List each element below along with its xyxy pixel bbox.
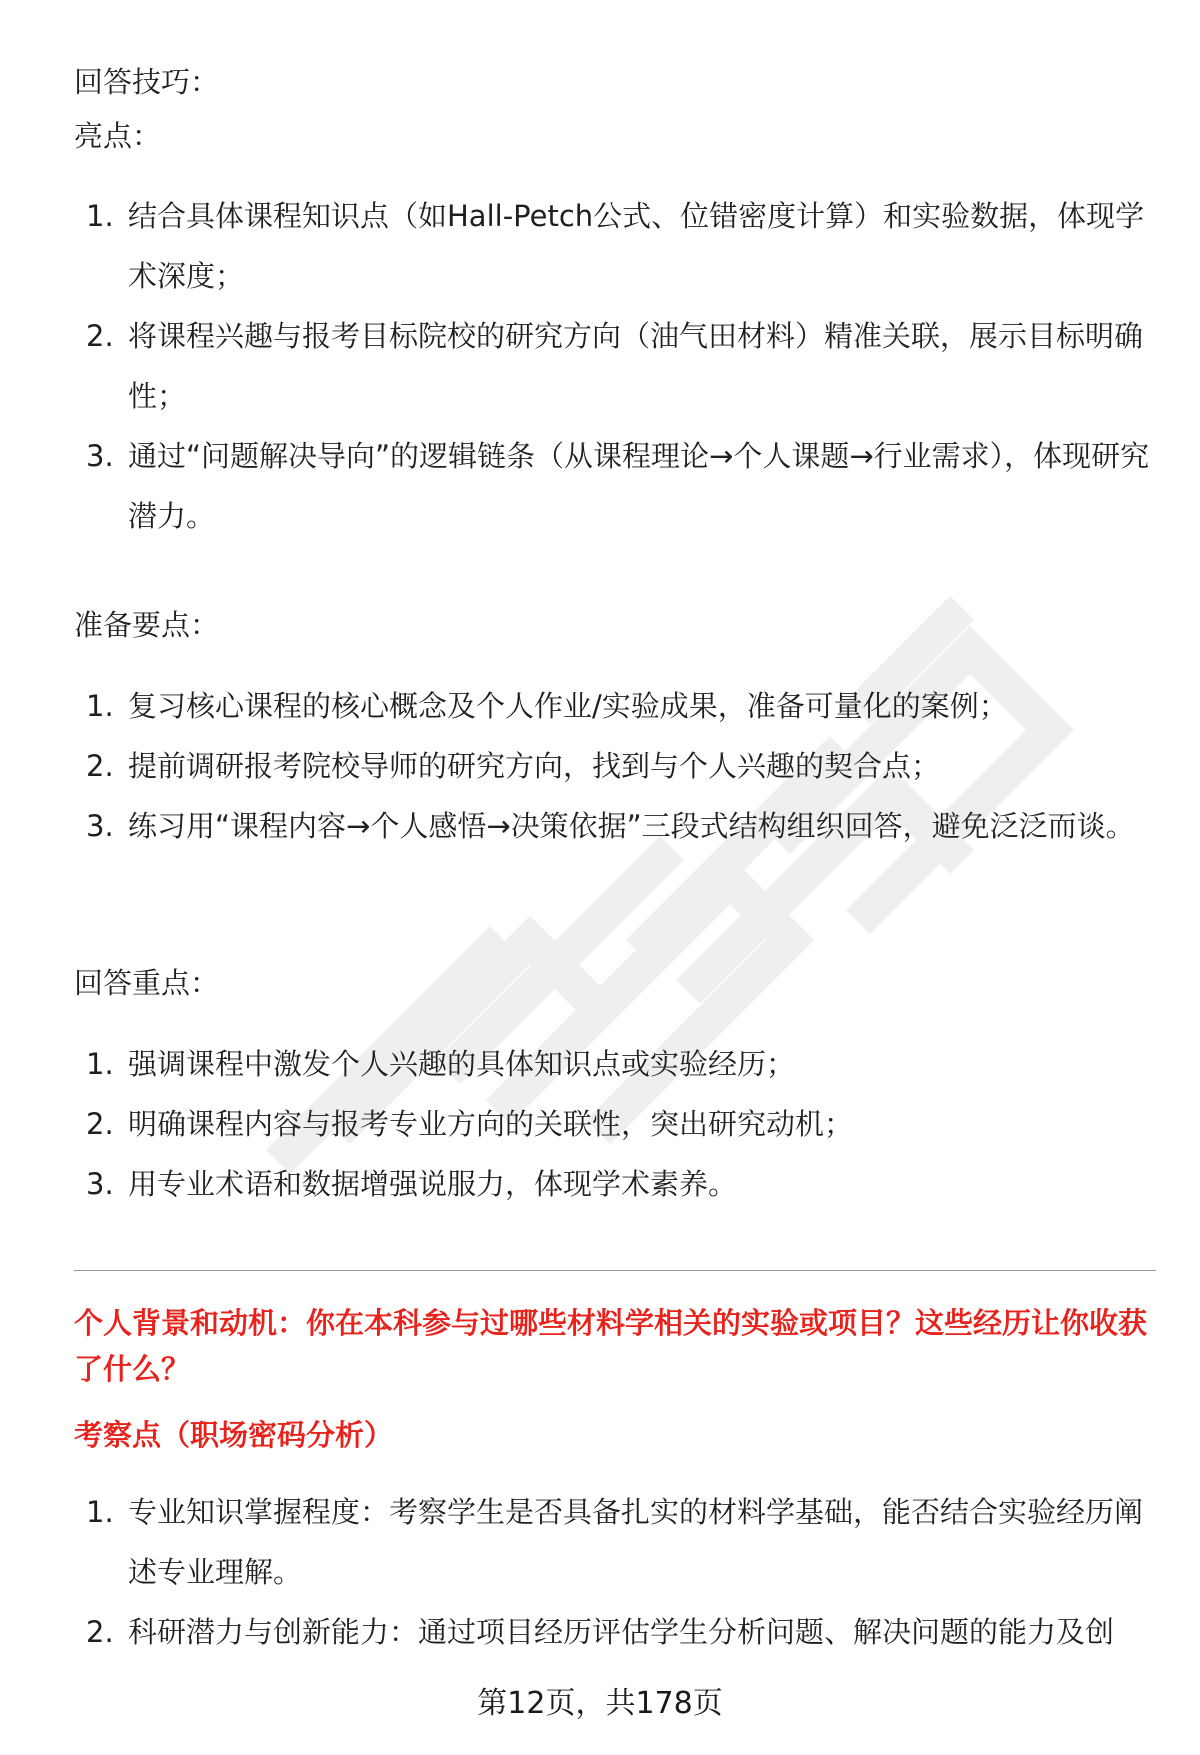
heading-highlights: 亮点： — [74, 119, 162, 153]
document-page — [74, 0, 1154, 1755]
list-item: 3. 用专业术语和数据增强说服力，体现学术素养。 — [86, 1167, 738, 1201]
list-item: 2. 科研潜力与创新能力：通过项目经历评估学生分析问题、解决问题的能力及创 — [86, 1615, 1115, 1649]
exam-points-heading: 考察点（职场密码分析） — [74, 1418, 394, 1452]
heading-tips: 回答技巧： — [74, 65, 220, 99]
list-item: 1. 复习核心课程的核心概念及个人作业/实验成果，准备可量化的案例； — [86, 689, 1008, 723]
heading-key: 回答重点： — [74, 966, 220, 1000]
heading-prep: 准备要点： — [74, 608, 220, 642]
list-item: 2. 将课程兴趣与报考目标院校的研究方向（油气田材料）精准关联，展示目标明确性； — [86, 319, 1144, 413]
list-item: 1. 专业知识掌握程度：考察学生是否具备扎实的材料学基础，能否结合实验经历阐述专业理解。 — [86, 1495, 1144, 1589]
page-number: 第12页，共178页 — [477, 1686, 723, 1721]
prep-list — [74, 676, 1154, 856]
list-item: 3. 练习用“课程内容→个人感悟→决策依据”三段式结构组织回答，避免泛泛而谈。 — [86, 809, 1135, 843]
list-item: 2. 提前调研报考院校导师的研究方向，找到与个人兴趣的契合点； — [86, 749, 941, 783]
list-item: 1. 结合具体课程知识点（如Hall-Petch公式、位错密度计算）和实验数据，体现学术深度； — [86, 199, 1145, 293]
section-divider — [74, 1270, 1156, 1271]
exam-points-list — [74, 1482, 1154, 1662]
list-item: 2. 明确课程内容与报考专业方向的关联性，突出研究动机； — [86, 1107, 854, 1141]
key-points-list — [74, 1034, 1154, 1214]
list-item: 1. 强调课程中激发个人兴趣的具体知识点或实验经历； — [86, 1047, 796, 1081]
highlights-list — [74, 186, 1154, 546]
list-item: 3. 通过“问题解决导向”的逻辑链条（从课程理论→个人课题→行业需求），体现研究潜力。 — [86, 439, 1150, 533]
question-title: 个人背景和动机：你在本科参与过哪些材料学相关的实验或项目？这些经历让你收获了什么？ — [74, 1306, 1148, 1386]
